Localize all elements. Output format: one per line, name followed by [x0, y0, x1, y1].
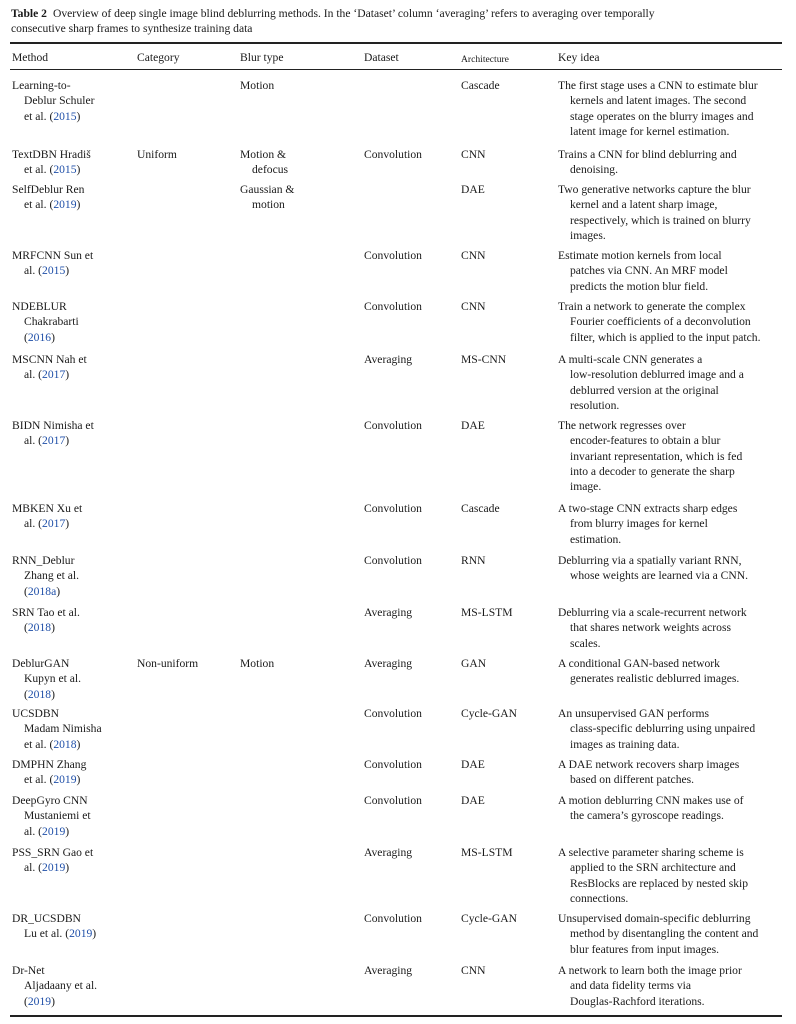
- cell-key-idea-line: encoder-features to obtain a blur: [570, 434, 721, 448]
- cell-key-idea-line: respectively, which is trained on blurry: [570, 213, 751, 227]
- header-key-idea: Key idea: [558, 51, 600, 64]
- cell-key-idea-line: Unsupervised domain-specific deblurring: [558, 912, 751, 925]
- cell-method-line: Chakrabarti: [24, 315, 79, 329]
- cell-method: [12, 501, 82, 532]
- cell-method-line: DMPHN Zhang: [12, 758, 87, 771]
- cell-architecture: DAE: [461, 794, 485, 807]
- cell-method-line: Dr-Net: [12, 964, 45, 977]
- cell-dataset: Convolution: [364, 707, 422, 720]
- cell-method: [12, 845, 93, 876]
- cell-key-idea-line: that shares network weights across: [570, 621, 731, 635]
- cell-method-line: et al. (2019): [24, 198, 81, 212]
- cell-method-line: Madam Nimisha: [24, 722, 102, 736]
- cell-key-idea: [558, 78, 758, 139]
- cell-method-line: al. (2019): [24, 861, 70, 875]
- cell-key-idea: [558, 605, 747, 651]
- cell-method-line: (2019): [24, 994, 55, 1008]
- cell-key-idea-line: method by disentangling the content and: [570, 927, 759, 941]
- cell-key-idea-line: invariant representation, which is fed: [570, 449, 743, 463]
- cell-key-idea-line: image.: [570, 480, 602, 494]
- cell-architecture: DAE: [461, 419, 485, 432]
- cell-method-line: SelfDeblur Ren: [12, 183, 85, 196]
- cell-blur-type: [240, 656, 274, 671]
- cell-dataset: Convolution: [364, 502, 422, 515]
- cell-method: [12, 793, 91, 839]
- cell-method: [12, 147, 91, 178]
- header-blur-type: Blur type: [240, 51, 284, 64]
- cell-method-line: DeblurGAN: [12, 657, 70, 670]
- top-rule: [10, 42, 782, 44]
- cell-method-line: Aljadaany et al.: [24, 979, 98, 993]
- cell-method-line: Zhang et al.: [24, 569, 80, 583]
- cell-key-idea-line: A two-stage CNN extracts sharp edges: [558, 502, 738, 515]
- cell-dataset: Convolution: [364, 148, 422, 161]
- cell-architecture: GAN: [461, 657, 487, 670]
- cell-method: [12, 757, 86, 788]
- cell-key-idea-line: The first stage uses a CNN to estimate blur: [558, 79, 758, 92]
- cell-method-line: DR_UCSDBN: [12, 912, 81, 925]
- cell-method-line: Mustaniemi et: [24, 809, 91, 823]
- cell-blur-type-line: Gaussian &: [240, 183, 295, 196]
- cell-blur-type-line: Motion &: [240, 148, 287, 161]
- cell-key-idea-line: A conditional GAN-based network: [558, 657, 720, 670]
- cell-architecture: MS-CNN: [461, 353, 507, 366]
- table-caption: [11, 6, 783, 36]
- cell-key-idea-line: Douglas-Rachford iterations.: [570, 994, 705, 1008]
- cell-blur-type-line: defocus: [252, 163, 289, 177]
- cell-key-idea-line: filter, which is applied to the input patch.: [570, 330, 761, 344]
- cell-method: [12, 248, 93, 279]
- cell-key-idea-line: from blurry images for kernel: [570, 517, 708, 531]
- cell-architecture: CNN: [461, 964, 486, 977]
- cell-key-idea-line: the camera’s gyroscope readings.: [570, 809, 724, 823]
- cell-key-idea: [558, 352, 744, 413]
- cell-key-idea: [558, 845, 748, 906]
- cell-key-idea-line: Trains a CNN for blind deblurring and: [558, 148, 737, 161]
- cell-key-idea: [558, 553, 748, 584]
- cell-key-idea-line: applied to the SRN architecture and: [570, 861, 736, 875]
- cell-category: Uniform: [137, 148, 177, 161]
- cell-key-idea-line: low-resolution deblurred image and a: [570, 368, 744, 382]
- cell-key-idea-line: Two generative networks capture the blur: [558, 183, 751, 196]
- cell-method: [12, 418, 94, 449]
- cell-method-line: BIDN Nimisha et: [12, 419, 94, 432]
- cell-key-idea-line: A DAE network recovers sharp images: [558, 758, 740, 771]
- cell-method-line: et al. (2015): [24, 163, 81, 177]
- cell-architecture: Cycle-GAN: [461, 912, 518, 925]
- cell-key-idea-line: class-specific deblurring using unpaired: [570, 722, 756, 736]
- cell-method: [12, 706, 102, 752]
- cell-blur-type-line: motion: [252, 198, 285, 212]
- cell-key-idea-line: whose weights are learned via a CNN.: [570, 569, 749, 583]
- cell-method-line: (2018): [24, 687, 55, 701]
- cell-method-line: al. (2019): [24, 824, 70, 838]
- cell-architecture: CNN: [461, 300, 486, 313]
- cell-key-idea-line: Deblurring via a spatially variant RNN,: [558, 554, 742, 567]
- cell-method-line: NDEBLUR: [12, 300, 67, 313]
- cell-method-line: al. (2017): [24, 434, 70, 448]
- cell-key-idea-line: kernel and a latent sharp image,: [570, 198, 718, 212]
- cell-dataset: Averaging: [364, 606, 413, 619]
- cell-blur-type: [240, 78, 274, 93]
- cell-key-idea: [558, 147, 737, 178]
- cell-key-idea-line: blur features from input images.: [570, 942, 720, 956]
- cell-key-idea-line: predicts the motion blur field.: [570, 279, 709, 293]
- cell-key-idea-line: deblurred version at the original: [570, 383, 719, 397]
- cell-key-idea: [558, 911, 758, 957]
- cell-key-idea-line: A motion deblurring CNN makes use of: [558, 794, 744, 807]
- cell-method-line: et al. (2018): [24, 737, 81, 751]
- cell-architecture: Cascade: [461, 502, 500, 515]
- cell-method-line: PSS_SRN Gao et: [12, 846, 94, 859]
- cell-dataset: Convolution: [364, 554, 422, 567]
- cell-key-idea-line: and data fidelity terms via: [570, 979, 692, 993]
- caption-line-1: [11, 6, 783, 21]
- cell-method-line: al. (2017): [24, 368, 70, 382]
- caption-text: Overview of deep single image blind deblurring methods. In the ‘Dataset’ column ‘averaging’ refers to averaging over temporally: [52, 7, 655, 20]
- cell-method: [12, 78, 95, 124]
- cell-key-idea-line: based on different patches.: [570, 773, 695, 787]
- cell-dataset: Convolution: [364, 249, 422, 262]
- cell-architecture: CNN: [461, 148, 486, 161]
- cell-method-line: et al. (2015): [24, 109, 81, 123]
- cell-key-idea-line: Train a network to generate the complex: [558, 300, 746, 313]
- cell-key-idea: [558, 757, 739, 788]
- cell-architecture: DAE: [461, 183, 485, 196]
- cell-architecture: MS-LSTM: [461, 846, 513, 859]
- cell-dataset: Averaging: [364, 353, 413, 366]
- bottom-rule: [10, 1015, 782, 1017]
- cell-key-idea-line: connections.: [570, 891, 629, 905]
- cell-key-idea-line: denoising.: [570, 163, 618, 177]
- cell-dataset: Averaging: [364, 964, 413, 977]
- cell-method-line: (2018): [24, 621, 55, 635]
- cell-method: [12, 605, 80, 636]
- cell-blur-type: [240, 182, 294, 213]
- cell-key-idea-line: estimation.: [570, 532, 622, 546]
- cell-category: Non-uniform: [137, 657, 199, 670]
- cell-method-line: Learning-to-: [12, 79, 71, 92]
- cell-architecture: RNN: [461, 554, 486, 567]
- cell-key-idea-line: A network to learn both the image prior: [558, 964, 742, 977]
- cell-method: [12, 656, 81, 702]
- cell-method-line: (2018a): [24, 584, 61, 598]
- cell-method-line: UCSDBN: [12, 707, 60, 720]
- cell-method: [12, 299, 79, 345]
- cell-blur-type-line: Motion: [240, 79, 275, 92]
- header-rule: [10, 69, 782, 70]
- cell-method-line: Deblur Schuler: [24, 94, 95, 108]
- cell-key-idea-line: latent image for kernel estimation.: [570, 124, 730, 138]
- header-architecture: Architecture: [461, 54, 509, 65]
- cell-key-idea: [558, 793, 743, 824]
- cell-key-idea-line: ResBlocks are replaced by nested skip: [570, 876, 749, 890]
- cell-method-line: MRFCNN Sun et: [12, 249, 94, 262]
- cell-method-line: MBKEN Xu et: [12, 502, 83, 515]
- cell-method-line: al. (2015): [24, 264, 70, 278]
- cell-key-idea-line: The network regresses over: [558, 419, 686, 432]
- cell-key-idea-line: resolution.: [570, 398, 620, 412]
- header-category: Category: [137, 51, 180, 64]
- cell-key-idea-line: Fourier coefficients of a deconvolution: [570, 315, 751, 329]
- cell-blur-type-line: Motion: [240, 657, 275, 670]
- cell-key-idea-line: kernels and latent images. The second: [570, 94, 747, 108]
- cell-dataset: Convolution: [364, 300, 422, 313]
- header-method: Method: [12, 51, 49, 64]
- cell-key-idea-line: A selective parameter sharing scheme is: [558, 846, 744, 859]
- cell-architecture: CNN: [461, 249, 486, 262]
- cell-key-idea: [558, 418, 742, 494]
- cell-method-line: MSCNN Nah et: [12, 353, 87, 366]
- cell-dataset: Convolution: [364, 419, 422, 432]
- cell-key-idea-line: images as training data.: [570, 737, 680, 751]
- caption-line-2: consecutive sharp frames to synthesize training data: [11, 22, 253, 35]
- cell-method-line: (2016): [24, 330, 55, 344]
- cell-key-idea-line: stage operates on the blurry images and: [570, 109, 754, 123]
- cell-method: [12, 963, 97, 1009]
- cell-key-idea-line: scales.: [570, 636, 601, 650]
- cell-key-idea-line: An unsupervised GAN performs: [558, 707, 710, 720]
- cell-key-idea-line: A multi-scale CNN generates a: [558, 353, 703, 366]
- cell-key-idea-line: Deblurring via a scale-recurrent network: [558, 606, 747, 619]
- cell-architecture: DAE: [461, 758, 485, 771]
- cell-dataset: Averaging: [364, 846, 413, 859]
- cell-key-idea: [558, 656, 739, 687]
- cell-method: [12, 911, 96, 942]
- cell-key-idea-line: patches via CNN. An MRF model: [570, 264, 728, 278]
- cell-method-line: Kupyn et al.: [24, 672, 81, 686]
- cell-method-line: RNN_Deblur: [12, 554, 75, 567]
- cell-key-idea-line: Estimate motion kernels from local: [558, 249, 722, 262]
- cell-architecture: Cycle-GAN: [461, 707, 518, 720]
- cell-dataset: Convolution: [364, 794, 422, 807]
- cell-method: [12, 553, 79, 599]
- cell-method-line: Lu et al. (2019): [24, 927, 97, 941]
- cell-method-line: et al. (2019): [24, 773, 81, 787]
- cell-method: [12, 182, 84, 213]
- cell-key-idea: [558, 299, 760, 345]
- cell-architecture: Cascade: [461, 79, 500, 92]
- cell-dataset: Convolution: [364, 758, 422, 771]
- cell-key-idea-line: generates realistic deblurred images.: [570, 672, 740, 686]
- cell-dataset: Convolution: [364, 912, 422, 925]
- header-dataset: Dataset: [364, 51, 399, 64]
- cell-blur-type: [240, 147, 288, 178]
- cell-architecture: MS-LSTM: [461, 606, 513, 619]
- cell-method-line: DeepGyro CNN: [12, 794, 88, 807]
- cell-method: [12, 352, 87, 383]
- cell-key-idea: [558, 248, 728, 294]
- cell-key-idea: [558, 182, 751, 243]
- cell-key-idea: [558, 706, 755, 752]
- cell-method-line: TextDBN Hradiš: [12, 148, 91, 161]
- cell-key-idea-line: images.: [570, 228, 606, 242]
- cell-key-idea: [558, 501, 737, 547]
- cell-key-idea-line: into a decoder to generate the sharp: [570, 464, 735, 478]
- cell-method-line: al. (2017): [24, 517, 70, 531]
- caption-label: Table 2: [11, 7, 47, 20]
- cell-dataset: Averaging: [364, 657, 413, 670]
- cell-key-idea: [558, 963, 742, 1009]
- cell-method-line: SRN Tao et al.: [12, 606, 80, 619]
